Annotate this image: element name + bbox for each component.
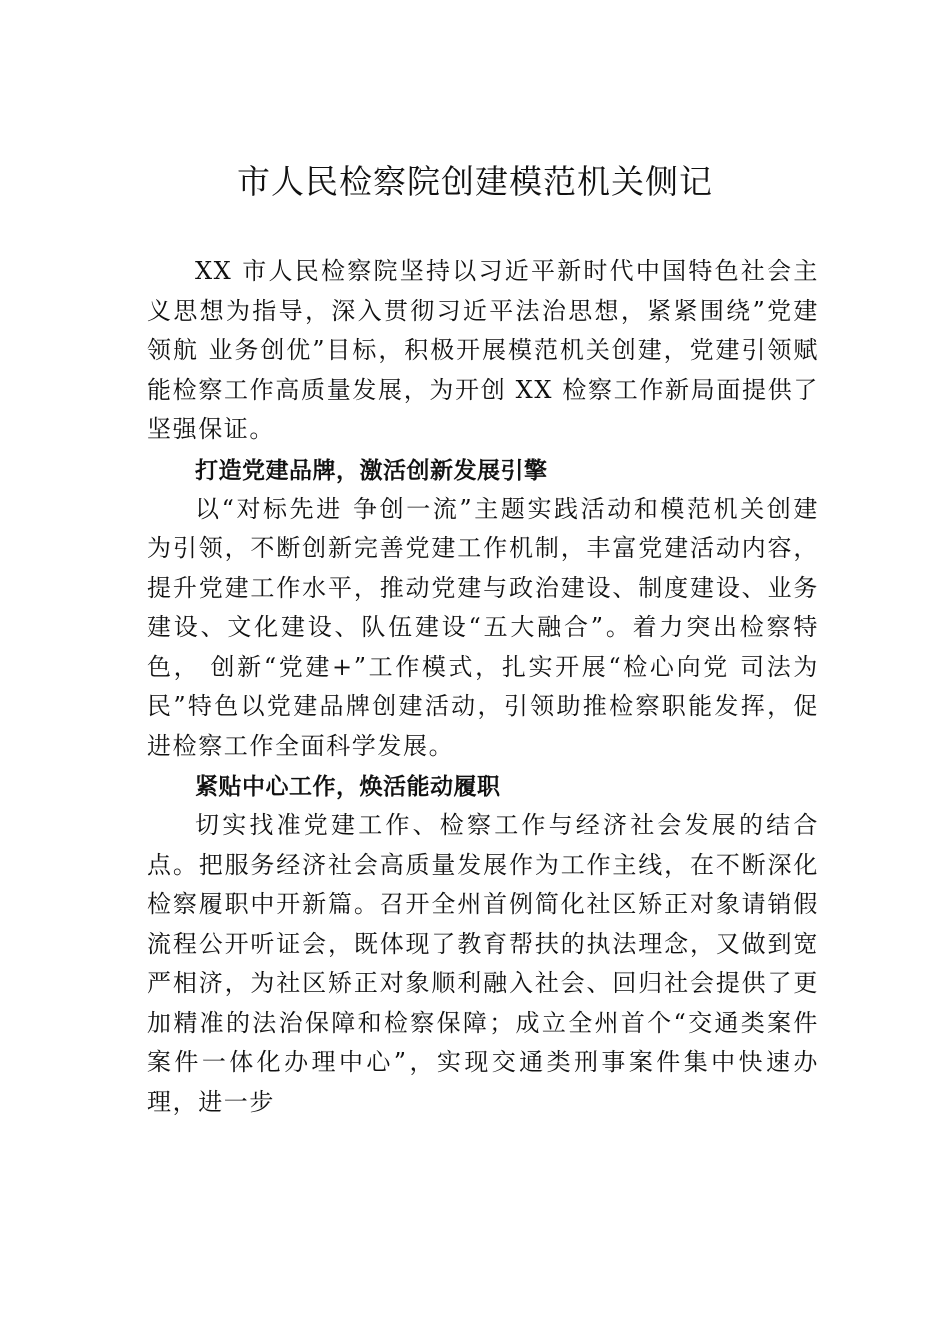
- section-heading-party-brand: 打造党建品牌，激活创新发展引擎: [195, 457, 548, 484]
- central-work-paragraph: 切实找准党建工作、检察工作与经济社会发展的结合点。把服务经济社会高质量发展作为工作主线，在不断深化检察履职中开新篇。召开全州首例简化社区矫正对象请销假流程公开听证会，既体现了教育帮扶的执法理念，又做到宽严相济，为社区矫正对象顺利融入社会、回归社会提供了更加精准的法治保障和检察保障；成立全州首个“交通类案件案件一体化办理中心”，实现交通类刑事案件集中快速办理，进一步: [147, 811, 819, 1116]
- party-brand-paragraph: 以“对标先进 争创一流”主题实践活动和模范机关创建为引领，不断创新完善党建工作机制，丰富党建活动内容， 提升党建工作水平，推动党建与政治建设、制度建设、业务建设、文化建设、队伍建设“五大融合”。着力突出检察特色， 创新“党建+”工作模式，扎实开展“检心向党 司法为民”特色以党建品牌创建活动，引领助推检察职能发挥，促进检察工作全面科学发展。: [147, 494, 819, 760]
- document-title: 市人民检察院创建模范机关侧记: [237, 162, 713, 201]
- section-heading-central-work: 紧贴中心工作，焕活能动履职: [195, 774, 501, 800]
- intro-paragraph: XX 市人民检察院坚持以习近平新时代中国特色社会主义思想为指导，深入贯彻习近平法治思想，紧紧围绕”党建领航 业务创优”目标，积极开展模范机关创建，党建引领赋能检察工作高质量发展，为开创 XX 检察工作新局面提供了坚强保证。: [147, 257, 819, 443]
- document-body: [147, 252, 819, 1122]
